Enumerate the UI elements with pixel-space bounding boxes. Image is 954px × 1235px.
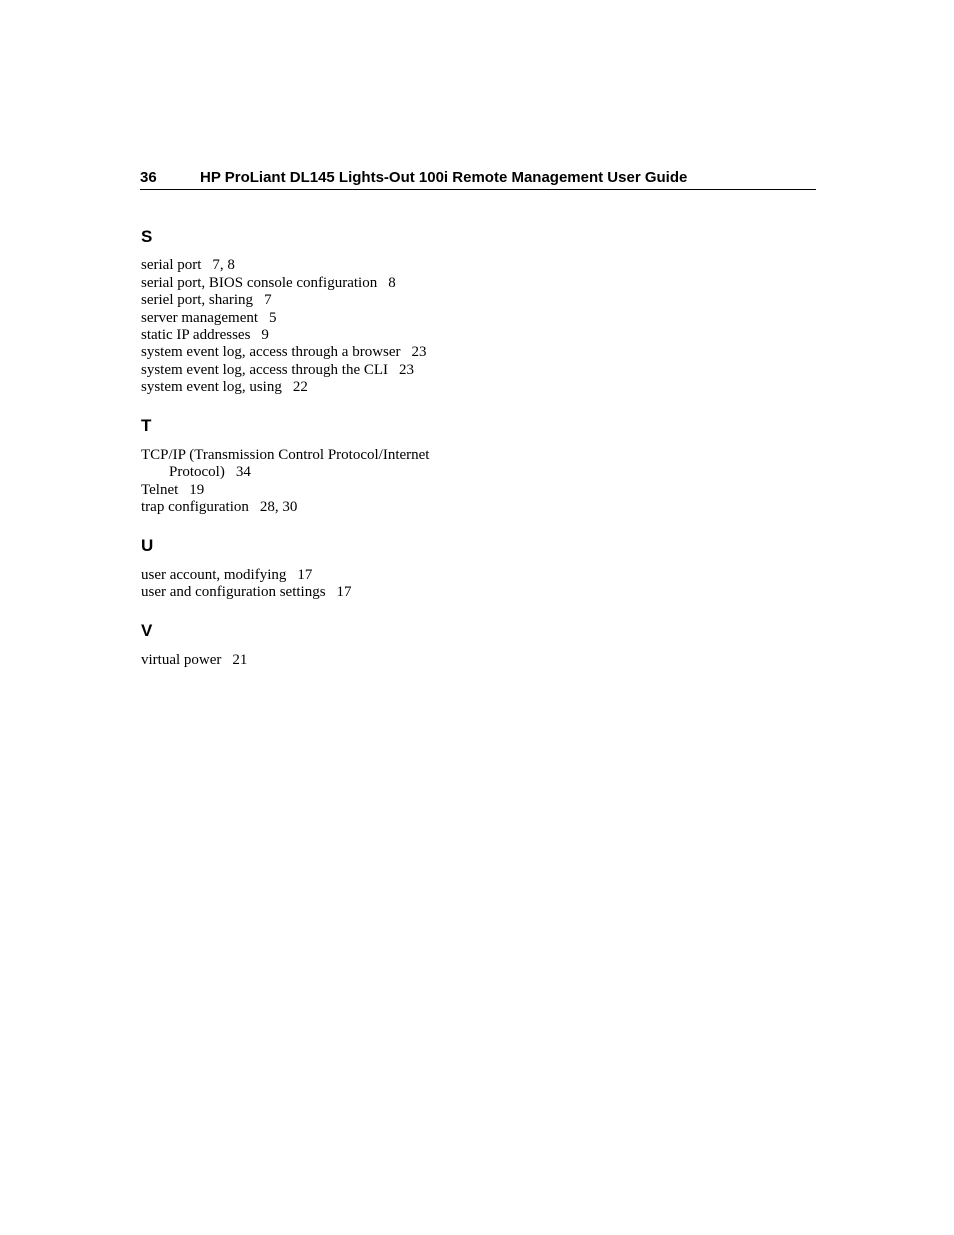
index-pages: 21 bbox=[232, 652, 248, 668]
section-letter-u: U bbox=[141, 536, 154, 555]
index-entry bbox=[141, 584, 352, 601]
index-term: trap configuration bbox=[141, 499, 249, 515]
index-term: seriel port, sharing bbox=[141, 292, 254, 308]
index-entry bbox=[141, 344, 427, 361]
index-pages: 23 bbox=[399, 362, 415, 378]
running-header bbox=[140, 168, 816, 190]
index-term: system event log, using bbox=[141, 379, 282, 395]
index-entry-continuation bbox=[169, 464, 251, 481]
section-letter-t: T bbox=[141, 416, 152, 435]
index-pages: 34 bbox=[235, 464, 251, 480]
index-pages: 9 bbox=[261, 327, 269, 343]
index-pages: 17 bbox=[336, 584, 352, 600]
index-entry bbox=[141, 447, 429, 464]
index-entry bbox=[141, 362, 414, 379]
index-entry bbox=[141, 310, 277, 327]
index-pages: 23 bbox=[411, 344, 427, 360]
section-letter-v: V bbox=[141, 621, 153, 640]
index-term: system event log, access through the CLI bbox=[141, 362, 389, 378]
page-number: 36 bbox=[140, 169, 157, 186]
index-term: server management bbox=[141, 310, 259, 326]
index-pages: 8 bbox=[388, 275, 396, 291]
index-term: system event log, access through a browser bbox=[141, 344, 401, 360]
index-pages: 17 bbox=[297, 567, 313, 583]
index-pages: 5 bbox=[269, 310, 277, 326]
index-term: user and configuration settings bbox=[141, 584, 326, 600]
index-pages: 7 bbox=[264, 292, 272, 308]
index-term: virtual power bbox=[141, 652, 222, 668]
index-term: serial port bbox=[141, 257, 202, 273]
index-entry bbox=[141, 379, 308, 396]
section-letter-s: S bbox=[141, 227, 153, 246]
index-entry bbox=[141, 292, 272, 309]
index-pages: 22 bbox=[292, 379, 308, 395]
index-pages: 7, 8 bbox=[212, 257, 235, 273]
index-entry bbox=[141, 482, 204, 499]
index-entry bbox=[141, 275, 396, 292]
index-term: user account, modifying bbox=[141, 567, 287, 583]
index-term: TCP/IP (Transmission Control Protocol/Internet bbox=[141, 447, 430, 463]
index-pages: 19 bbox=[189, 482, 205, 498]
index-term: serial port, BIOS console configuration bbox=[141, 275, 378, 291]
index-term-continuation: Protocol) bbox=[169, 464, 225, 480]
index-entry bbox=[141, 327, 269, 344]
index-entry bbox=[141, 652, 247, 669]
index-entry bbox=[141, 567, 312, 584]
index-term: static IP addresses bbox=[141, 327, 251, 343]
index-entry bbox=[141, 499, 297, 516]
document-title: HP ProLiant DL145 Lights-Out 100i Remote Management User Guide bbox=[200, 169, 688, 186]
index-pages: 28, 30 bbox=[259, 499, 298, 515]
index-entry bbox=[141, 257, 235, 274]
index-term: Telnet bbox=[141, 482, 179, 498]
